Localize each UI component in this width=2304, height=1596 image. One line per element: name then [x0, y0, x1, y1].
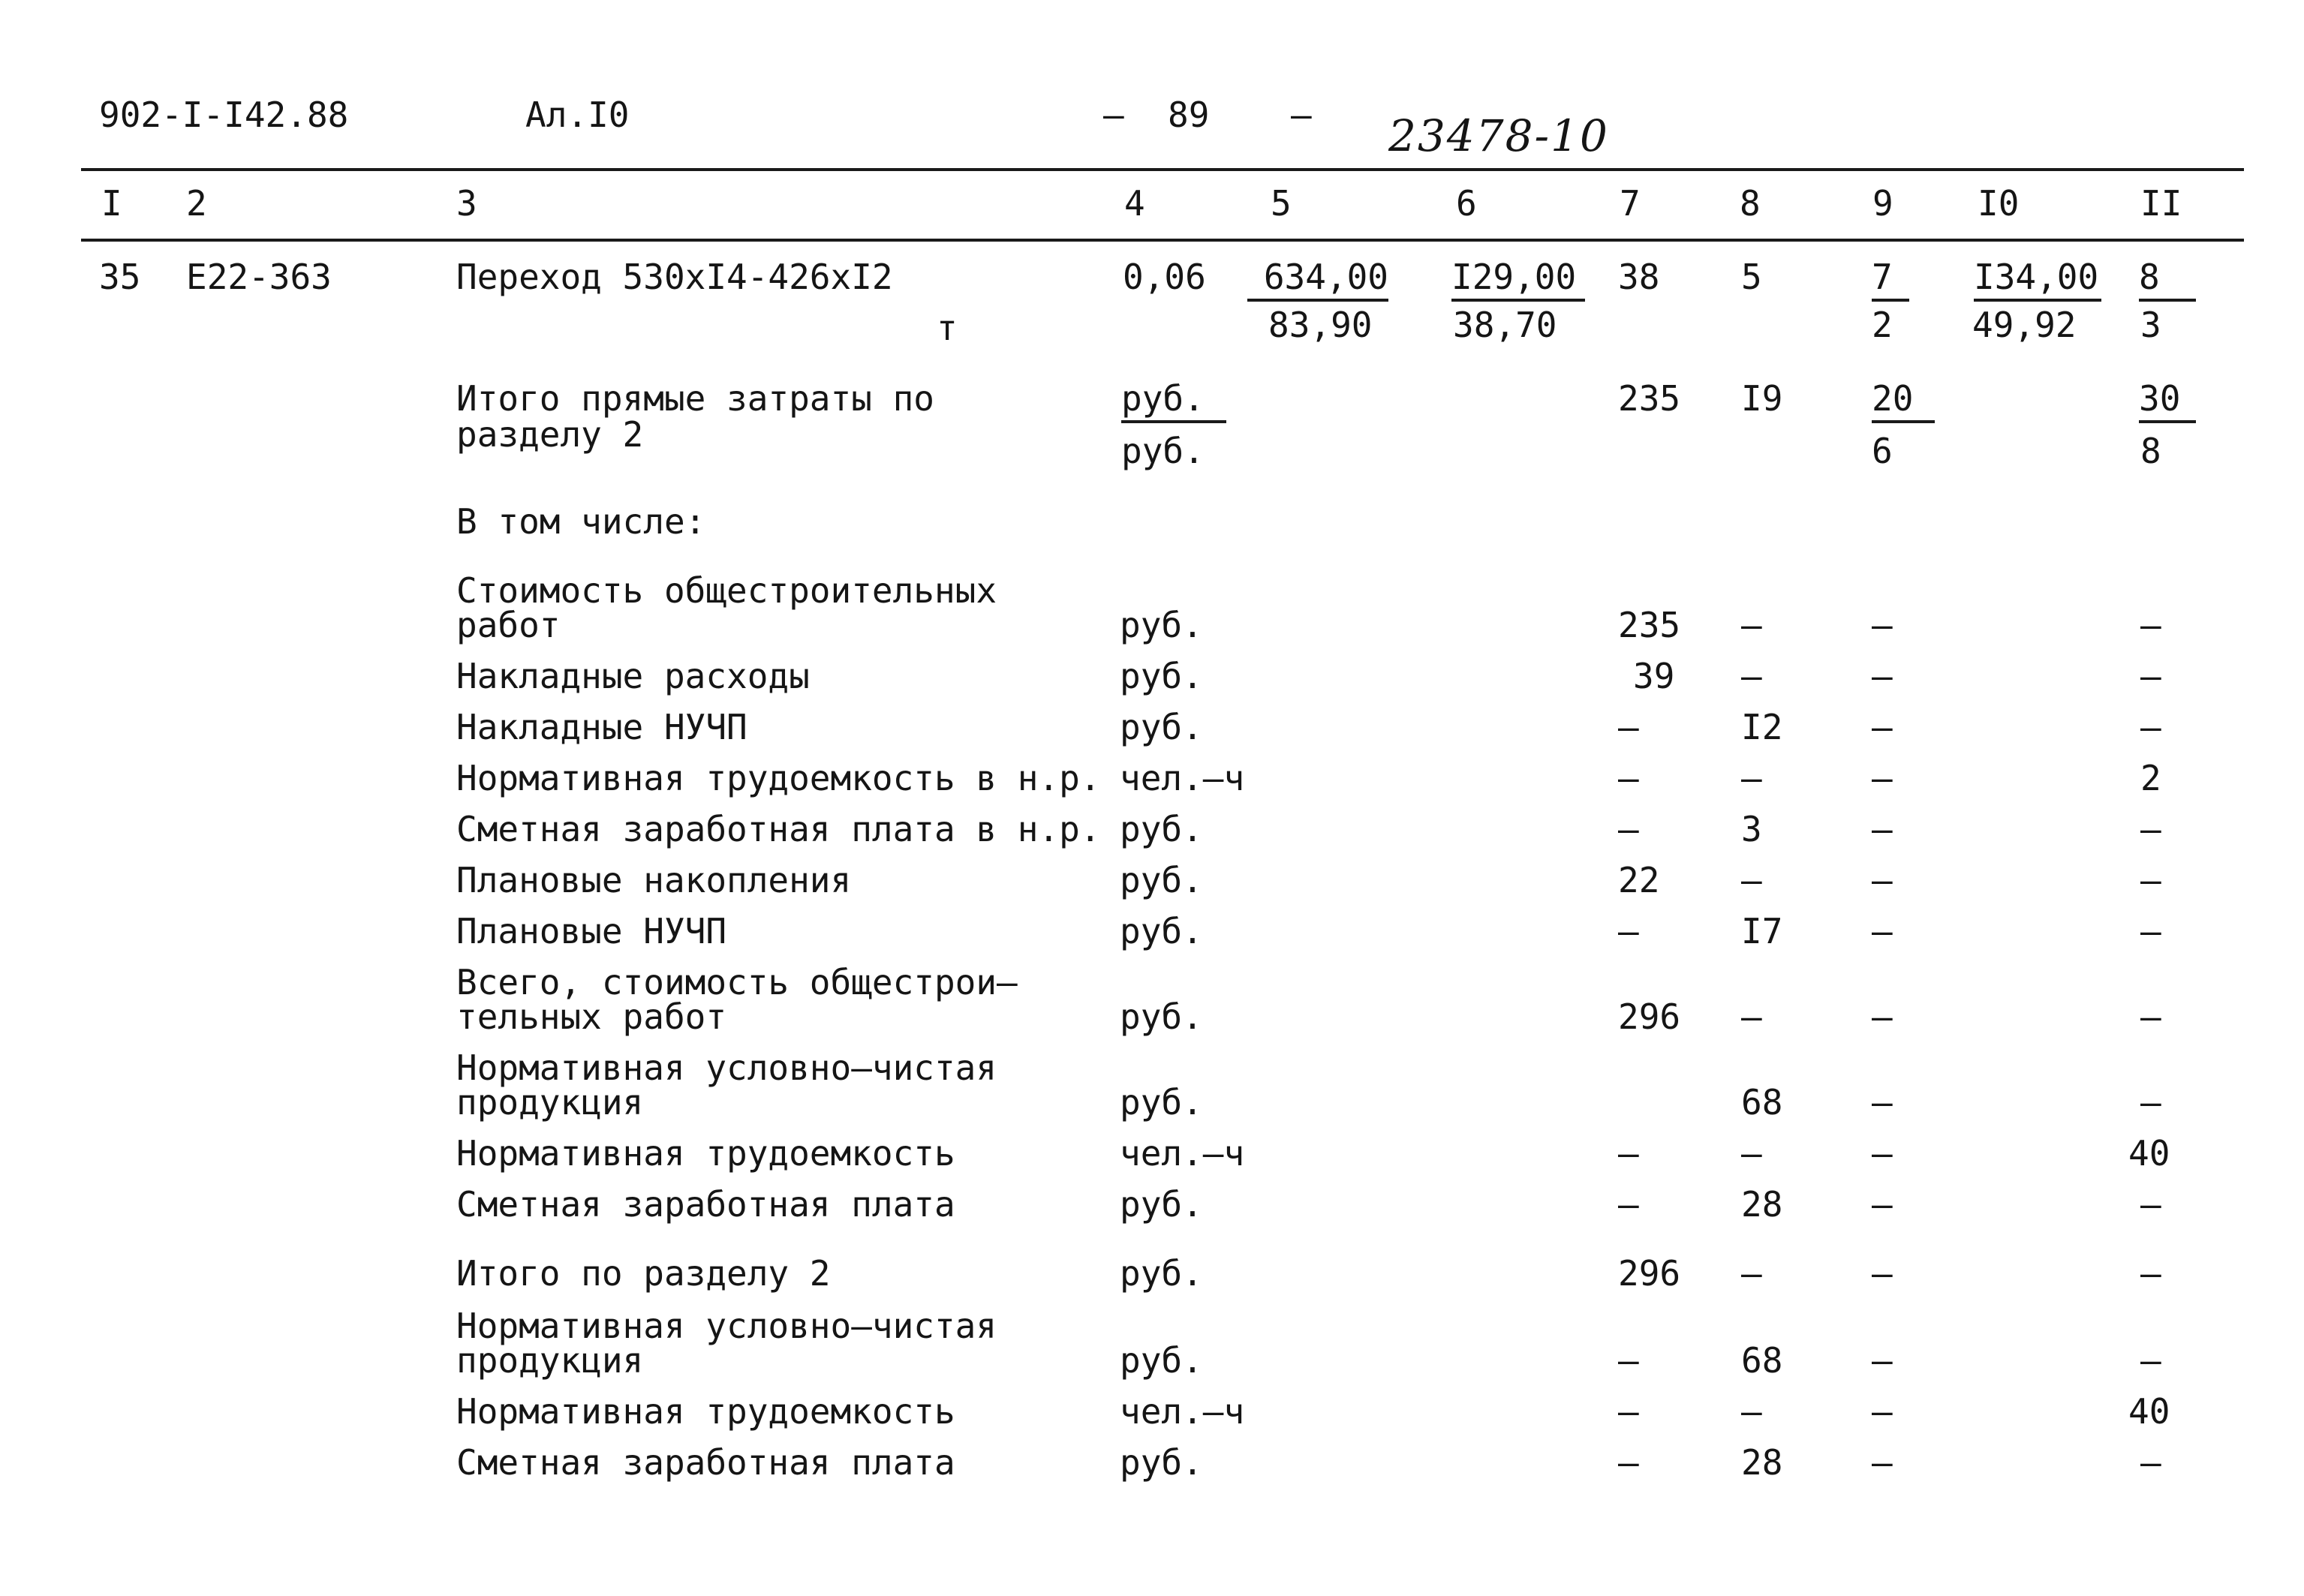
row-col11: – [2140, 1442, 2161, 1483]
row-col8: 3 [1741, 809, 1762, 849]
row-col11: 40 [2128, 1391, 2170, 1432]
item-col8: 5 [1741, 257, 1762, 297]
row-col9: – [1872, 911, 1893, 951]
totals-col11-top: 30 [2139, 381, 2196, 423]
item-col7: 38 [1618, 257, 1660, 297]
item-col9-top: 7 [1872, 260, 1909, 302]
row-col8: 28 [1741, 1184, 1783, 1225]
totals-col11-bottom: 8 [2140, 431, 2161, 471]
row-col11: – [2140, 809, 2161, 849]
row-col7: 235 [1618, 605, 1681, 645]
row-col11: 2 [2140, 758, 2161, 798]
row-unit: чел.–ч [1120, 1391, 1245, 1432]
row-label: Нормативная трудоемкость [456, 1391, 955, 1432]
page-number: 89 [1168, 95, 1210, 135]
row-col7: – [1618, 758, 1639, 798]
doc-code: 902-I-I42.88 [99, 95, 349, 135]
row-label-cont: продукция [456, 1082, 644, 1123]
row-label: Сметная заработная плата [456, 1184, 955, 1225]
header-dash-right: – [1291, 95, 1312, 135]
col-header-10: I0 [1978, 183, 2020, 224]
row-label-cont: тельных работ [456, 996, 727, 1037]
row-col7: 22 [1618, 860, 1660, 900]
totals-col9-bottom: 6 [1872, 431, 1893, 471]
row-label: Нормативная условно–чистая [456, 1306, 997, 1346]
item-unit: т [937, 308, 958, 348]
row-col8: 68 [1741, 1340, 1783, 1381]
row-unit: руб. [1120, 1253, 1203, 1294]
row-unit: руб. [1120, 707, 1203, 747]
row-label: Плановые НУЧП [456, 911, 727, 951]
col-header-7: 7 [1620, 183, 1641, 224]
row-col11: – [2140, 1184, 2161, 1225]
row-col7: – [1618, 1442, 1639, 1483]
table-top-rule [81, 168, 2244, 171]
row-col9: – [1872, 996, 1893, 1037]
item-col6-bottom: 38,70 [1453, 305, 1557, 345]
row-label: Сметная заработная плата [456, 1442, 955, 1483]
item-code: Е22-363 [186, 257, 332, 297]
row-col8: 28 [1741, 1442, 1783, 1483]
row-unit: чел.–ч [1120, 758, 1245, 798]
row-col11: – [2140, 1340, 2161, 1381]
row-col11: – [2140, 1253, 2161, 1294]
item-col5-top: 634,00 [1247, 260, 1388, 302]
item-col11-top: 8 [2139, 260, 2196, 302]
row-col7: – [1618, 707, 1639, 747]
row-col11: – [2140, 707, 2161, 747]
row-col8: – [1741, 996, 1762, 1037]
row-unit: руб. [1120, 1082, 1203, 1123]
row-label: Итого по разделу 2 [456, 1253, 831, 1294]
row-col11: – [2140, 656, 2161, 696]
row-col8: – [1741, 1253, 1762, 1294]
row-col11: – [2140, 605, 2161, 645]
row-label-cont: продукция [456, 1340, 644, 1381]
row-unit: руб. [1120, 809, 1203, 849]
sheet-label: Ал.I0 [525, 95, 630, 135]
row-col9: – [1872, 1340, 1893, 1381]
row-label: Плановые накопления [456, 860, 852, 900]
row-col9: – [1872, 707, 1893, 747]
totals-unit-bottom: руб. [1121, 431, 1205, 471]
row-unit: чел.–ч [1120, 1133, 1245, 1174]
col-header-8: 8 [1740, 183, 1761, 224]
row-col11: – [2140, 996, 2161, 1037]
column-header-rule [81, 239, 2244, 242]
col-header-11: II [2140, 183, 2182, 224]
row-label: Стоимость общестроительных [456, 570, 997, 611]
row-col7: – [1618, 1184, 1639, 1225]
row-unit: руб. [1120, 996, 1203, 1037]
row-col7: – [1618, 1133, 1639, 1174]
row-col11: – [2140, 911, 2161, 951]
row-col7: – [1618, 1391, 1639, 1432]
row-label-cont: работ [456, 605, 561, 645]
item-col10-bottom: 49,92 [1972, 305, 2077, 345]
item-col9-bottom: 2 [1872, 305, 1893, 345]
row-col9: – [1872, 1391, 1893, 1432]
totals-col9-top: 20 [1872, 381, 1935, 423]
row-col8: I2 [1741, 707, 1783, 747]
inventory-number: 23478-10 [1388, 110, 1609, 161]
row-col11: 40 [2128, 1133, 2170, 1174]
item-number: 35 [99, 257, 141, 297]
totals-col8: I9 [1741, 378, 1783, 419]
row-col8: – [1741, 1133, 1762, 1174]
row-col9: – [1872, 1082, 1893, 1123]
header-dash-left: – [1103, 95, 1124, 135]
row-unit: руб. [1120, 1340, 1203, 1381]
row-label: Нормативная трудоемкость [456, 1133, 955, 1174]
item-quantity: 0,06 [1123, 257, 1206, 297]
item-col11-bottom: 3 [2140, 305, 2161, 345]
row-label: Нормативная условно–чистая [456, 1047, 997, 1088]
col-header-4: 4 [1124, 183, 1145, 224]
row-unit: руб. [1120, 860, 1203, 900]
row-col11: – [2140, 860, 2161, 900]
row-col7: – [1618, 911, 1639, 951]
row-col9: – [1872, 809, 1893, 849]
row-col9: – [1872, 1253, 1893, 1294]
row-col7: 39 [1633, 656, 1675, 696]
row-label: Сметная заработная плата в н.р. [456, 809, 1101, 849]
row-col8: 68 [1741, 1082, 1783, 1123]
col-header-3: 3 [456, 183, 477, 224]
row-col9: – [1872, 758, 1893, 798]
col-header-9: 9 [1872, 183, 1893, 224]
col-header-1: I [101, 183, 122, 224]
row-col8: – [1741, 860, 1762, 900]
row-unit: руб. [1120, 911, 1203, 951]
row-col8: I7 [1741, 911, 1783, 951]
row-label: Всего, стоимость общестрои– [456, 962, 1018, 1002]
totals-unit-top: руб. [1121, 381, 1226, 423]
row-col8: – [1741, 758, 1762, 798]
row-col8: – [1741, 656, 1762, 696]
row-col9: – [1872, 605, 1893, 645]
col-header-6: 6 [1456, 183, 1477, 224]
totals-col7: 235 [1618, 378, 1681, 419]
row-col9: – [1872, 1442, 1893, 1483]
row-label: Нормативная трудоемкость в н.р. [456, 758, 1101, 798]
including-label: В том числе: [456, 501, 706, 542]
row-col9: – [1872, 860, 1893, 900]
row-col7: 296 [1618, 996, 1681, 1037]
col-header-5: 5 [1271, 183, 1292, 224]
row-col11: – [2140, 1082, 2161, 1123]
row-col8: – [1741, 605, 1762, 645]
row-unit: руб. [1120, 605, 1203, 645]
item-col5-bottom: 83,90 [1268, 305, 1373, 345]
row-unit: руб. [1120, 1442, 1203, 1483]
item-col6-top: I29,00 [1451, 260, 1585, 302]
totals-label-line2: разделу 2 [456, 414, 644, 455]
row-col7: 296 [1618, 1253, 1681, 1294]
totals-label-line1: Итого прямые затраты по [456, 378, 934, 419]
row-unit: руб. [1120, 656, 1203, 696]
row-col9: – [1872, 1133, 1893, 1174]
item-name: Переход 530хI4-426хI2 [456, 257, 893, 297]
row-col9: – [1872, 1184, 1893, 1225]
row-col8: – [1741, 1391, 1762, 1432]
col-header-2: 2 [186, 183, 207, 224]
row-col7: – [1618, 809, 1639, 849]
row-unit: руб. [1120, 1184, 1203, 1225]
item-col10-top: I34,00 [1974, 260, 2101, 302]
row-label: Накладные НУЧП [456, 707, 747, 747]
row-col9: – [1872, 656, 1893, 696]
row-col7: – [1618, 1340, 1639, 1381]
row-label: Накладные расходы [456, 656, 810, 696]
